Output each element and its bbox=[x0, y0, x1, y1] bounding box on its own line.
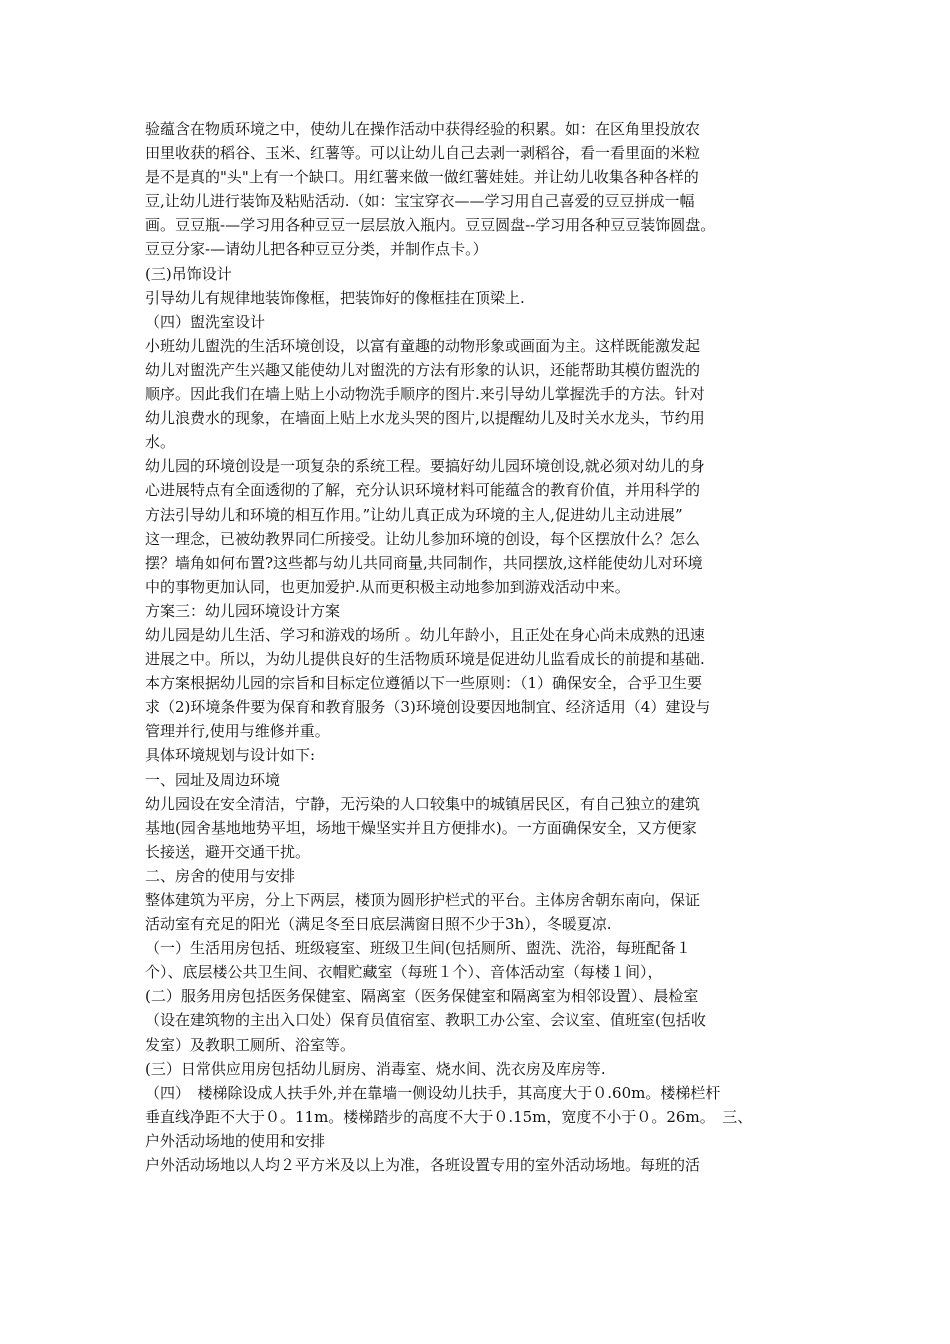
text-line: 个）、底层楼公共卫生间、衣帽贮藏室（每班１个）、音体活动室（每楼１间）， bbox=[145, 963, 663, 982]
text-line: 垂直线净距不大于０。11m。楼梯踏步的高度不大于０.15m，宽度不小于０。26m。 三、 bbox=[145, 1107, 753, 1126]
document-body bbox=[145, 117, 815, 1177]
section-heading: （四）盥洗室设计 bbox=[145, 312, 266, 331]
text-line: （一）生活用房包括、班级寝室、班级卫生间(包括厕所、盥洗、洗浴，每班配备１ bbox=[145, 939, 691, 958]
text-line: （四） 楼梯除设成人扶手外,并在靠墙一侧设幼儿扶手，其高度大于０.60m。楼梯栏杆 bbox=[145, 1083, 721, 1102]
text-line: 具体环境规划与设计如下: bbox=[145, 746, 316, 765]
text-line: 这一理念，已被幼教界同仁所接受。让幼儿参加环境的创设，每个区摆放什么？怎么 bbox=[145, 529, 701, 548]
text-line: 幼儿浪费水的现象，在墙面上贴上水龙头哭的图片,以提醒幼儿及时关水龙头，节约用 bbox=[145, 409, 705, 428]
text-line: 幼儿对盥洗产生兴趣又能使幼儿对盥洗的方法有形象的认识，还能帮助其模仿盥洗的 bbox=[145, 360, 701, 379]
section-heading: 户外活动场地的使用和安排 bbox=[145, 1131, 326, 1150]
text-line: 求（2)环境条件要为保育和教育服务（3)环境创设要因地制宜、经济适用（4）建设与 bbox=[145, 698, 711, 717]
text-line: 幼儿园是幼儿生活、学习和游戏的场所 。幼儿年龄小，且正处在身心尚未成熟的迅速 bbox=[145, 625, 705, 644]
text-line: 长接送，避开交通干扰。 bbox=[145, 842, 311, 861]
text-line: （设在建筑物的主出入口处）保育员值宿室、教职工办公室、会议室、值班室(包括收 bbox=[145, 1011, 706, 1030]
text-line: 幼儿园的环境创设是一项复杂的系统工程。要搞好幼儿园环境创设,就必须对幼儿的身 bbox=[145, 457, 705, 476]
text-line: (二）服务用房包括医务保健室、隔离室（医务保健室和隔离室为相邻设置）、晨检室 bbox=[145, 987, 699, 1006]
text-line: (三）日常供应用房包括幼儿厨房、消毒室、烧水间、洗衣房及库房等. bbox=[145, 1059, 606, 1078]
text-line: 小班幼儿盥洗的生活环境创设，以富有童趣的动物形象或画面为主。这样既能激发起 bbox=[145, 336, 701, 355]
text-line: 发室）及教职工厕所、浴室等。 bbox=[145, 1035, 356, 1054]
text-line: 活动室有充足的阳光（满足冬至日底层满窗日照不少于3h），冬暖夏凉. bbox=[145, 915, 612, 934]
text-line: 整体建筑为平房，分上下两层，楼顶为圆形护栏式的平台。主体房舍朝东南向，保证 bbox=[145, 891, 701, 909]
text-line: 心进展特点有全面透彻的了解，充分认识环境材料可能蕴含的教育价值，并用科学的 bbox=[145, 481, 701, 500]
text-line: 幼儿园设在安全清洁，宁静，无污染的人口较集中的城镇居民区，有自己独立的建筑 bbox=[145, 794, 701, 813]
section-heading: 二、房舍的使用与安排 bbox=[145, 866, 296, 885]
text-line: 进展之中。所以，为幼儿提供良好的生活物质环境是促进幼儿监看成长的前提和基础. bbox=[145, 650, 705, 669]
text-line: 中的事物更加认同，也更加爱护.从而更积极主动地参加到游戏活动中来。 bbox=[145, 577, 630, 596]
text-line: 画。豆豆瓶-—学习用各种豆豆一层层放入瓶内。豆豆圆盘--学习用各种豆豆装饰圆盘。 bbox=[145, 216, 716, 235]
text-line: 本方案根据幼儿园的宗旨和目标定位遵循以下一些原则：（1）确保安全，合乎卫生要 bbox=[145, 674, 703, 693]
section-heading: 一、园址及周边环境 bbox=[145, 770, 281, 789]
text-line: 摆？墙角如何布置?这些都与幼儿共同商量,共同制作，共同摆放,这样能使幼儿对环境 bbox=[145, 553, 703, 572]
text-line: 豆豆分家-—请幼儿把各种豆豆分类，并制作点卡。） bbox=[145, 240, 488, 259]
text-line: 验蕴含在物质环境之中，使幼儿在操作活动中获得经验的积累。如：在区角里投放农 bbox=[145, 120, 701, 138]
text-line: 户外活动场地以人均２平方米及以上为准，各班设置专用的室外活动场地。每班的活 bbox=[145, 1156, 701, 1175]
section-heading: 方案三：幼儿园环境设计方案 bbox=[145, 601, 341, 620]
text-line: 管理并行,使用与维修并重。 bbox=[145, 722, 330, 741]
text-line: 基地(园舍基地地势平坦，场地干燥坚实并且方便排水)。一方面确保安全，又方便家 bbox=[145, 818, 697, 837]
text-line: 引导幼儿有规律地装饰像框，把装饰好的像框挂在顶梁上. bbox=[145, 288, 525, 307]
text-line: 豆,让幼儿进行装饰及粘贴活动.（如：宝宝穿衣——学习用自己喜爱的豆豆拼成一幅 bbox=[145, 192, 695, 211]
text-line: 是不是真的"头"上有一个缺口。用红薯来做一做红薯娃娃。并让幼儿收集各种各样的 bbox=[145, 168, 699, 187]
text-line: 方法引导幼儿和环境的相互作用。”让幼儿真正成为环境的主人,促进幼儿主动进展” bbox=[145, 505, 683, 524]
text-line: 田里收获的稻谷、玉米、红薯等。可以让幼儿自己去剥一剥稻谷，看一看里面的米粒 bbox=[145, 144, 701, 163]
text-line: 顺序。因此我们在墙上贴上小动物洗手顺序的图片.来引导幼儿掌握洗手的方法。针对 bbox=[145, 385, 705, 404]
section-heading: (三)吊饰设计 bbox=[145, 264, 232, 283]
text-line: 水。 bbox=[145, 433, 176, 452]
